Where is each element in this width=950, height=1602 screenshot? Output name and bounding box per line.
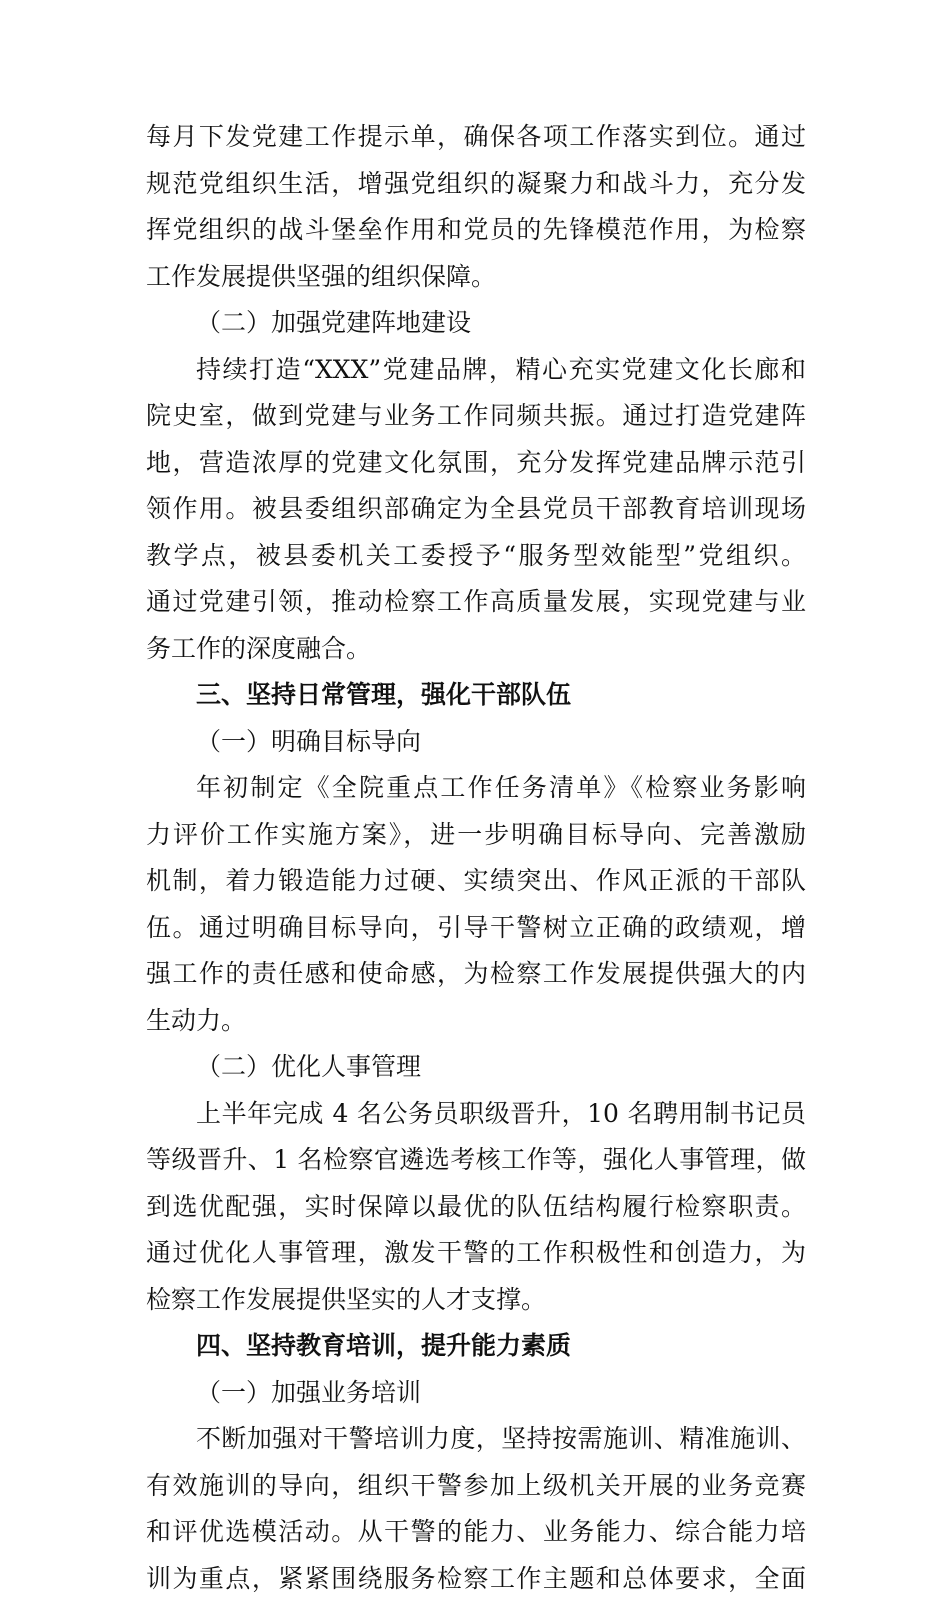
paragraph-line-end: 务工作的深度融合。 bbox=[146, 626, 806, 673]
paragraph-line: 强工作的责任感和使命感，为检察工作发展提供强大的内 bbox=[146, 951, 806, 998]
subsection-heading: （二）优化人事管理 bbox=[146, 1044, 806, 1091]
paragraph-line: 和评优选模活动。从干警的能力、业务能力、综合能力培 bbox=[146, 1509, 806, 1556]
paragraph-line: 领作用。被县委组织部确定为全县党员干部教育培训现场 bbox=[146, 486, 806, 533]
paragraph-line: 有效施训的导向，组织干警参加上级机关开展的业务竞赛 bbox=[146, 1463, 806, 1510]
paragraph-line: 到选优配强，实时保障以最优的队伍结构履行检察职责。 bbox=[146, 1184, 806, 1231]
paragraph-line: 通过党建引领，推动检察工作高质量发展，实现党建与业 bbox=[146, 579, 806, 626]
paragraph-first-line: 不断加强对干警培训力度，坚持按需施训、精准施训、 bbox=[146, 1416, 806, 1463]
paragraph-first-line: 上半年完成 4 名公务员职级晋升，10 名聘用制书记员 bbox=[146, 1091, 806, 1138]
subsection-heading: （一）加强业务培训 bbox=[146, 1370, 806, 1417]
section-heading: 四、坚持教育培训，提升能力素质 bbox=[146, 1323, 806, 1370]
paragraph-line: 院史室，做到党建与业务工作同频共振。通过打造党建阵 bbox=[146, 393, 806, 440]
paragraph-line: 规范党组织生活，增强党组织的凝聚力和战斗力，充分发 bbox=[146, 161, 806, 208]
paragraph-line: 每月下发党建工作提示单，确保各项工作落实到位。通过 bbox=[146, 114, 806, 161]
paragraph-first-line: 年初制定《全院重点工作任务清单》《检察业务影响 bbox=[146, 765, 806, 812]
paragraph-line: 挥党组织的战斗堡垒作用和党员的先锋模范作用，为检察 bbox=[146, 207, 806, 254]
paragraph-line: 地，营造浓厚的党建文化氛围，充分发挥党建品牌示范引 bbox=[146, 440, 806, 487]
section-heading: 三、坚持日常管理，强化干部队伍 bbox=[146, 672, 806, 719]
paragraph-first-line: 持续打造“XXX”党建品牌，精心充实党建文化长廊和 bbox=[146, 347, 806, 394]
paragraph-line-end: 工作发展提供坚强的组织保障。 bbox=[146, 254, 806, 301]
paragraph-line: 机制，着力锻造能力过硬、实绩突出、作风正派的干部队 bbox=[146, 858, 806, 905]
paragraph-line: 力评价工作实施方案》，进一步明确目标导向、完善激励 bbox=[146, 812, 806, 859]
paragraph-line: 伍。通过明确目标导向，引导干警树立正确的政绩观，增 bbox=[146, 905, 806, 952]
document-page bbox=[146, 114, 806, 1602]
paragraph-line-end: 生动力。 bbox=[146, 998, 806, 1045]
subsection-heading: （二）加强党建阵地建设 bbox=[146, 300, 806, 347]
paragraph-line-end: 检察工作发展提供坚实的人才支撑。 bbox=[146, 1277, 806, 1324]
paragraph-line: 等级晋升、1 名检察官遴选考核工作等，强化人事管理，做 bbox=[146, 1137, 806, 1184]
paragraph-line: 教学点，被县委机关工委授予“服务型效能型”党组织。 bbox=[146, 533, 806, 580]
paragraph-line: 通过优化人事管理，激发干警的工作积极性和创造力，为 bbox=[146, 1230, 806, 1277]
subsection-heading: （一）明确目标导向 bbox=[146, 719, 806, 766]
paragraph-line: 训为重点，紧紧围绕服务检察工作主题和总体要求，全面 bbox=[146, 1556, 806, 1602]
